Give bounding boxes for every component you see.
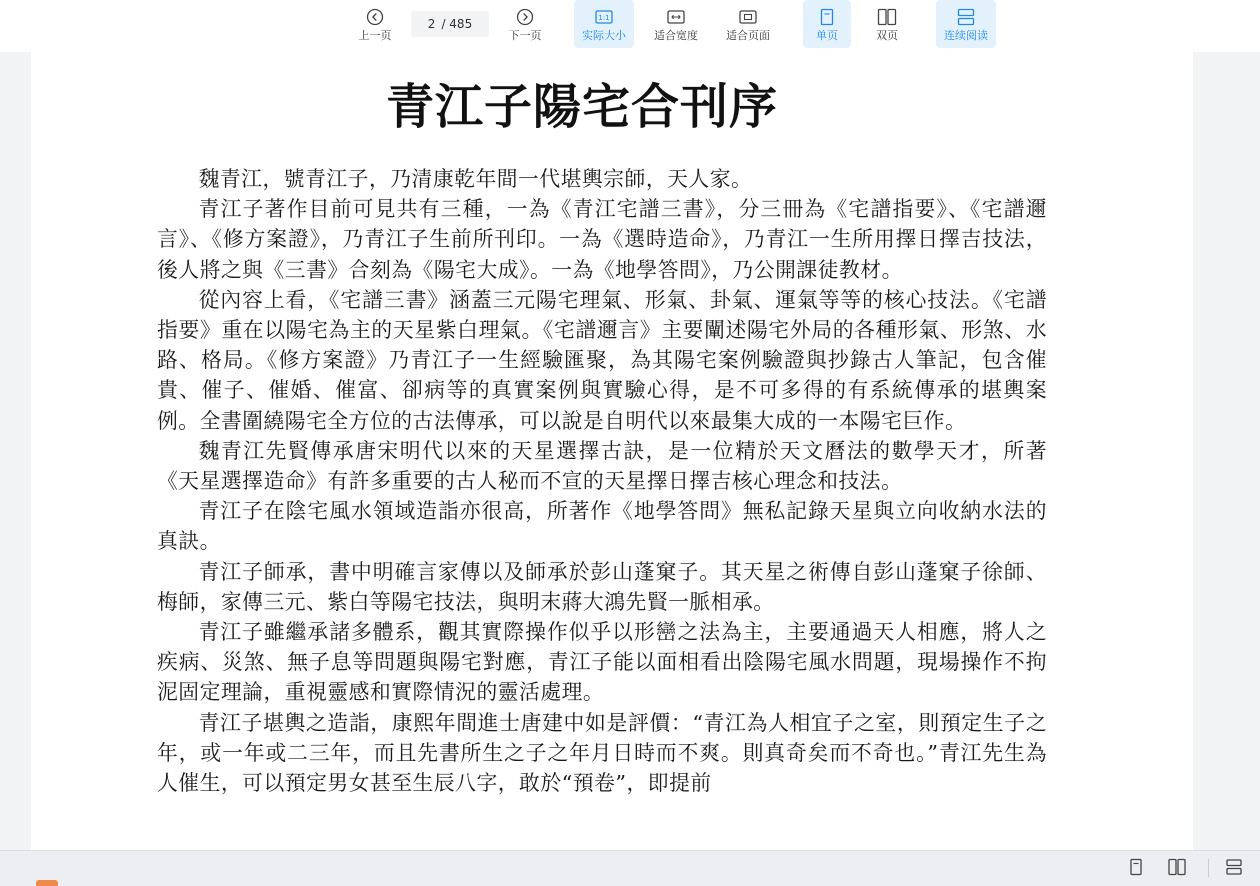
fit-width-label: 适合宽度 — [654, 29, 698, 42]
page-number-field[interactable] — [411, 11, 489, 37]
paragraph: 青江子雖繼承諸多體系，觀其實際操作似乎以形巒之法為主，主要通過天人相應，將人之疾病、災煞、無子息等問題與陽宅對應，青江子能以面相看出陰陽宅風水問題，現場操作不拘泥固定理論，重視靈感和實際情況的靈活處理。 — [157, 620, 1047, 705]
taskbar-app-icon[interactable] — [36, 880, 58, 886]
single-page-label: 单页 — [816, 29, 838, 42]
paragraph: 魏青江，號青江子，乃清康乾年間一代堪輿宗師，天人家。 — [198, 167, 753, 191]
single-page-button[interactable] — [803, 0, 851, 48]
document-page — [31, 52, 1193, 850]
actual-size-icon — [594, 8, 614, 26]
continuous-icon — [956, 8, 976, 26]
paragraph: 青江子師承，書中明確言家傳以及師承於彭山蓬窠子。其天星之術傳自彭山蓬窠子徐師、梅師，家傳三元、紫白等陽宅技法，與明末蔣大鴻先賢一脈相承。 — [157, 559, 1047, 614]
continuous-reading-button[interactable] — [936, 0, 996, 48]
total-pages-value: / 485 — [441, 17, 473, 31]
continuous-label: 连续阅读 — [944, 29, 988, 42]
continuous-view-button[interactable] — [1222, 855, 1246, 879]
document-body — [157, 164, 1047, 798]
fit-page-label: 适合页面 — [726, 29, 770, 42]
viewer-toolbar — [0, 0, 1260, 52]
next-page-button[interactable] — [502, 0, 548, 48]
fit-page-icon — [738, 8, 758, 26]
single-page-icon — [818, 8, 836, 26]
current-page-value: 2 — [427, 17, 436, 31]
paragraph: 青江子著作目前可見共有三種，一為《青江宅譜三書》，分三冊為《宅譜指要》、《宅譜邇言》、《修方案證》，乃青江子生前所刊印。一為《選時造命》，乃青江一生所用擇日擇吉技法，後人將之與《三書》合刻為《陽宅大成》。一為《地學答問》，乃公開課徒教材。 — [157, 197, 1047, 282]
fit-page-button[interactable] — [718, 0, 778, 48]
svg-text:1:1: 1:1 — [598, 14, 610, 22]
paragraph: 青江子在陰宅風水領域造詣亦很高，所著作《地學答問》無私記錄天星與立向收納水法的真訣。 — [157, 499, 1047, 554]
double-page-view-button[interactable] — [1165, 855, 1189, 879]
paragraph: 從內容上看，《宅譜三書》涵蓋三元陽宅理氣、形氣、卦氣、運氣等等的核心技法。《宅譜指要》重在以陽宅為主的天星紫白理氣。《宅譜邇言》主要闡述陽宅外局的各種形氣、形煞、水路、格局。《修方案證》乃青江子一生經驗匯聚，為其陽宅案例驗證與抄錄古人筆記，包含催貴、催子、催婚、催富、卻病等的真實案例與實驗心得，是不可多得的有系統傳承的堪輿案例。全書圍繞陽宅全方位的古法傳承，可以說是自明代以來最集大成的一本陽宅巨作。 — [157, 287, 1047, 433]
prev-page-button[interactable] — [352, 0, 398, 48]
document-viewport[interactable] — [0, 52, 1260, 850]
status-bar — [0, 850, 1260, 886]
divider — [1208, 859, 1209, 877]
chevron-left-circle-icon — [366, 8, 384, 26]
double-page-button[interactable] — [863, 0, 911, 48]
next-page-label: 下一页 — [508, 29, 542, 42]
chevron-right-circle-icon — [516, 8, 534, 26]
double-page-icon — [1167, 858, 1187, 876]
double-page-icon — [877, 8, 897, 26]
actual-size-button[interactable] — [574, 0, 634, 48]
fit-width-button[interactable] — [646, 0, 706, 48]
prev-page-label: 上一页 — [358, 29, 392, 42]
paragraph: 魏青江先賢傳承唐宋明代以來的天星選擇古訣，是一位精於天文曆法的數學天才，所著《天星選擇造命》有許多重要的古人秘而不宣的天星擇日擇吉核心理念和技法。 — [157, 438, 1047, 494]
single-page-icon — [1127, 858, 1145, 876]
single-page-view-button[interactable] — [1124, 855, 1148, 879]
actual-size-label: 实际大小 — [582, 29, 626, 42]
document-title: 青江子陽宅合刊序 — [385, 79, 778, 135]
paragraph: 青江子堪輿之造詣，康熙年間進士唐建中如是評價：“青江為人相宜子之室，則預定生子之年，或一年或二三年，而且先書所生之子之年月日時而不爽。則真奇矣而不奇也。”青江先生為人催生，可以預定男女甚至生辰八字，敢於“預卷”，即提前 — [157, 710, 1047, 796]
fit-width-icon — [666, 8, 686, 26]
double-page-label: 双页 — [876, 29, 898, 42]
continuous-icon — [1224, 858, 1244, 876]
